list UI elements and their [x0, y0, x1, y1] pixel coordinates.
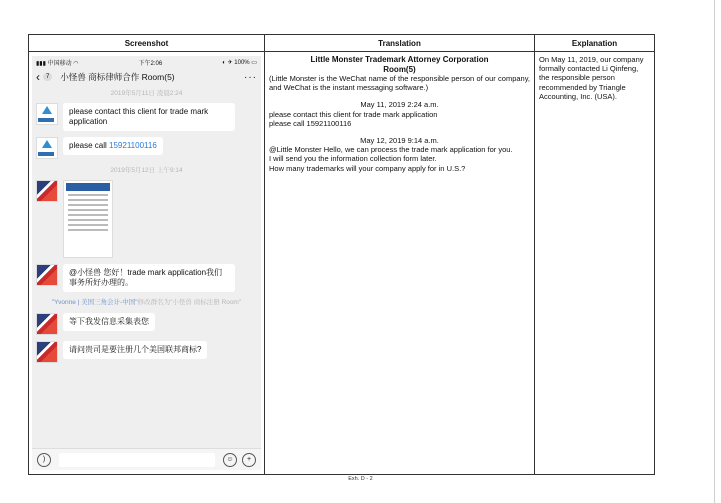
- timestamp: 2019年5月11日 凌晨2:24: [110, 90, 183, 97]
- avatar[interactable]: [36, 103, 58, 125]
- message-input[interactable]: [59, 453, 215, 467]
- status-time: 下午2:06: [138, 60, 163, 67]
- message-bubble: 请问贵司是要注册几个美国联邦商标?: [63, 341, 207, 359]
- document-image-thumbnail[interactable]: [63, 180, 113, 258]
- message-bubble: please call 15921100116: [63, 137, 163, 155]
- translation-title-line2: Room(5): [383, 64, 416, 74]
- timestamp: 2019年5月12日 上午9:14: [110, 167, 183, 174]
- translation-title-line1: Little Monster Trademark Attorney Corporation: [310, 55, 489, 64]
- emoji-icon[interactable]: ☺: [223, 453, 237, 467]
- chat-titlebar: [32, 68, 261, 86]
- back-icon[interactable]: ‹: [36, 70, 40, 84]
- translation-date2: May 12, 2019 9:14 a.m.: [360, 136, 439, 146]
- more-icon[interactable]: ···: [244, 71, 257, 83]
- page-edge-rule: [714, 0, 715, 503]
- translation-line5: How many trademarks will your company apply for in U.S.?: [269, 163, 466, 173]
- header-translation: Translation: [265, 35, 535, 52]
- translation-note: (Little Monster is the WeChat name of the responsible person of our company, and WeChat is the instant messaging software.): [269, 74, 530, 93]
- exhibit-footer: Exh. D - 2: [348, 476, 373, 482]
- chat-title: 小怪兽 商标律师合作 Room(5): [60, 72, 175, 82]
- avatar[interactable]: [36, 137, 58, 159]
- chat-message: [36, 103, 257, 131]
- battery-indicator: ◐ ✈ 100% ▭: [222, 59, 257, 66]
- message-bubble: please contact this client for trade mark application: [63, 103, 235, 131]
- phone-screenshot: [32, 56, 261, 470]
- chat-message: [36, 341, 257, 363]
- chat-input-bar: [32, 448, 261, 470]
- header-explanation: Explanation: [535, 35, 655, 52]
- translation-date1: May 11, 2019 2:24 a.m.: [360, 100, 439, 110]
- chat-message: [36, 313, 257, 335]
- exhibit-table: [28, 34, 655, 475]
- translation-line3: @Little Monster Hello, we can process the trade mark application for you.: [269, 145, 513, 155]
- header-screenshot: Screenshot: [29, 35, 265, 52]
- plus-icon[interactable]: +: [242, 453, 256, 467]
- message-bubble: @小怪兽 您好！trade mark application我们事务所好办理的。: [63, 264, 235, 292]
- translation-line2: please call 15921100116: [269, 118, 352, 128]
- translation-cell: [265, 52, 535, 475]
- avatar[interactable]: [36, 313, 58, 335]
- translation-line1: please contact this client for trade mark application: [269, 109, 438, 119]
- avatar[interactable]: [36, 341, 58, 363]
- screenshot-cell: [29, 52, 265, 475]
- signal-carrier: ▮▮▮ 中国移动 ◠: [36, 60, 79, 67]
- chat-message: [36, 137, 257, 159]
- avatar[interactable]: [36, 264, 58, 286]
- voice-icon[interactable]: ): [37, 453, 51, 467]
- chat-message: [36, 264, 257, 292]
- message-bubble: 等下我发信息采集表您: [63, 313, 155, 331]
- unread-badge: 7: [43, 73, 52, 81]
- explanation-cell: On May 11, 2019, our company formally contacted Li Qinfeng, the responsible person recommended by Triangle Accounting, Inc. (USA).: [535, 52, 655, 475]
- chat-message: [36, 180, 257, 258]
- system-notice: "Yvonne | 美国三角会计-中国"修改群名为"小怪兽 商标注册 Room": [51, 299, 242, 306]
- phone-number-link[interactable]: 15921100116: [109, 141, 157, 150]
- translation-line4: I will send you the information collection form later.: [269, 154, 437, 164]
- status-bar: [32, 56, 261, 68]
- avatar[interactable]: [36, 180, 58, 202]
